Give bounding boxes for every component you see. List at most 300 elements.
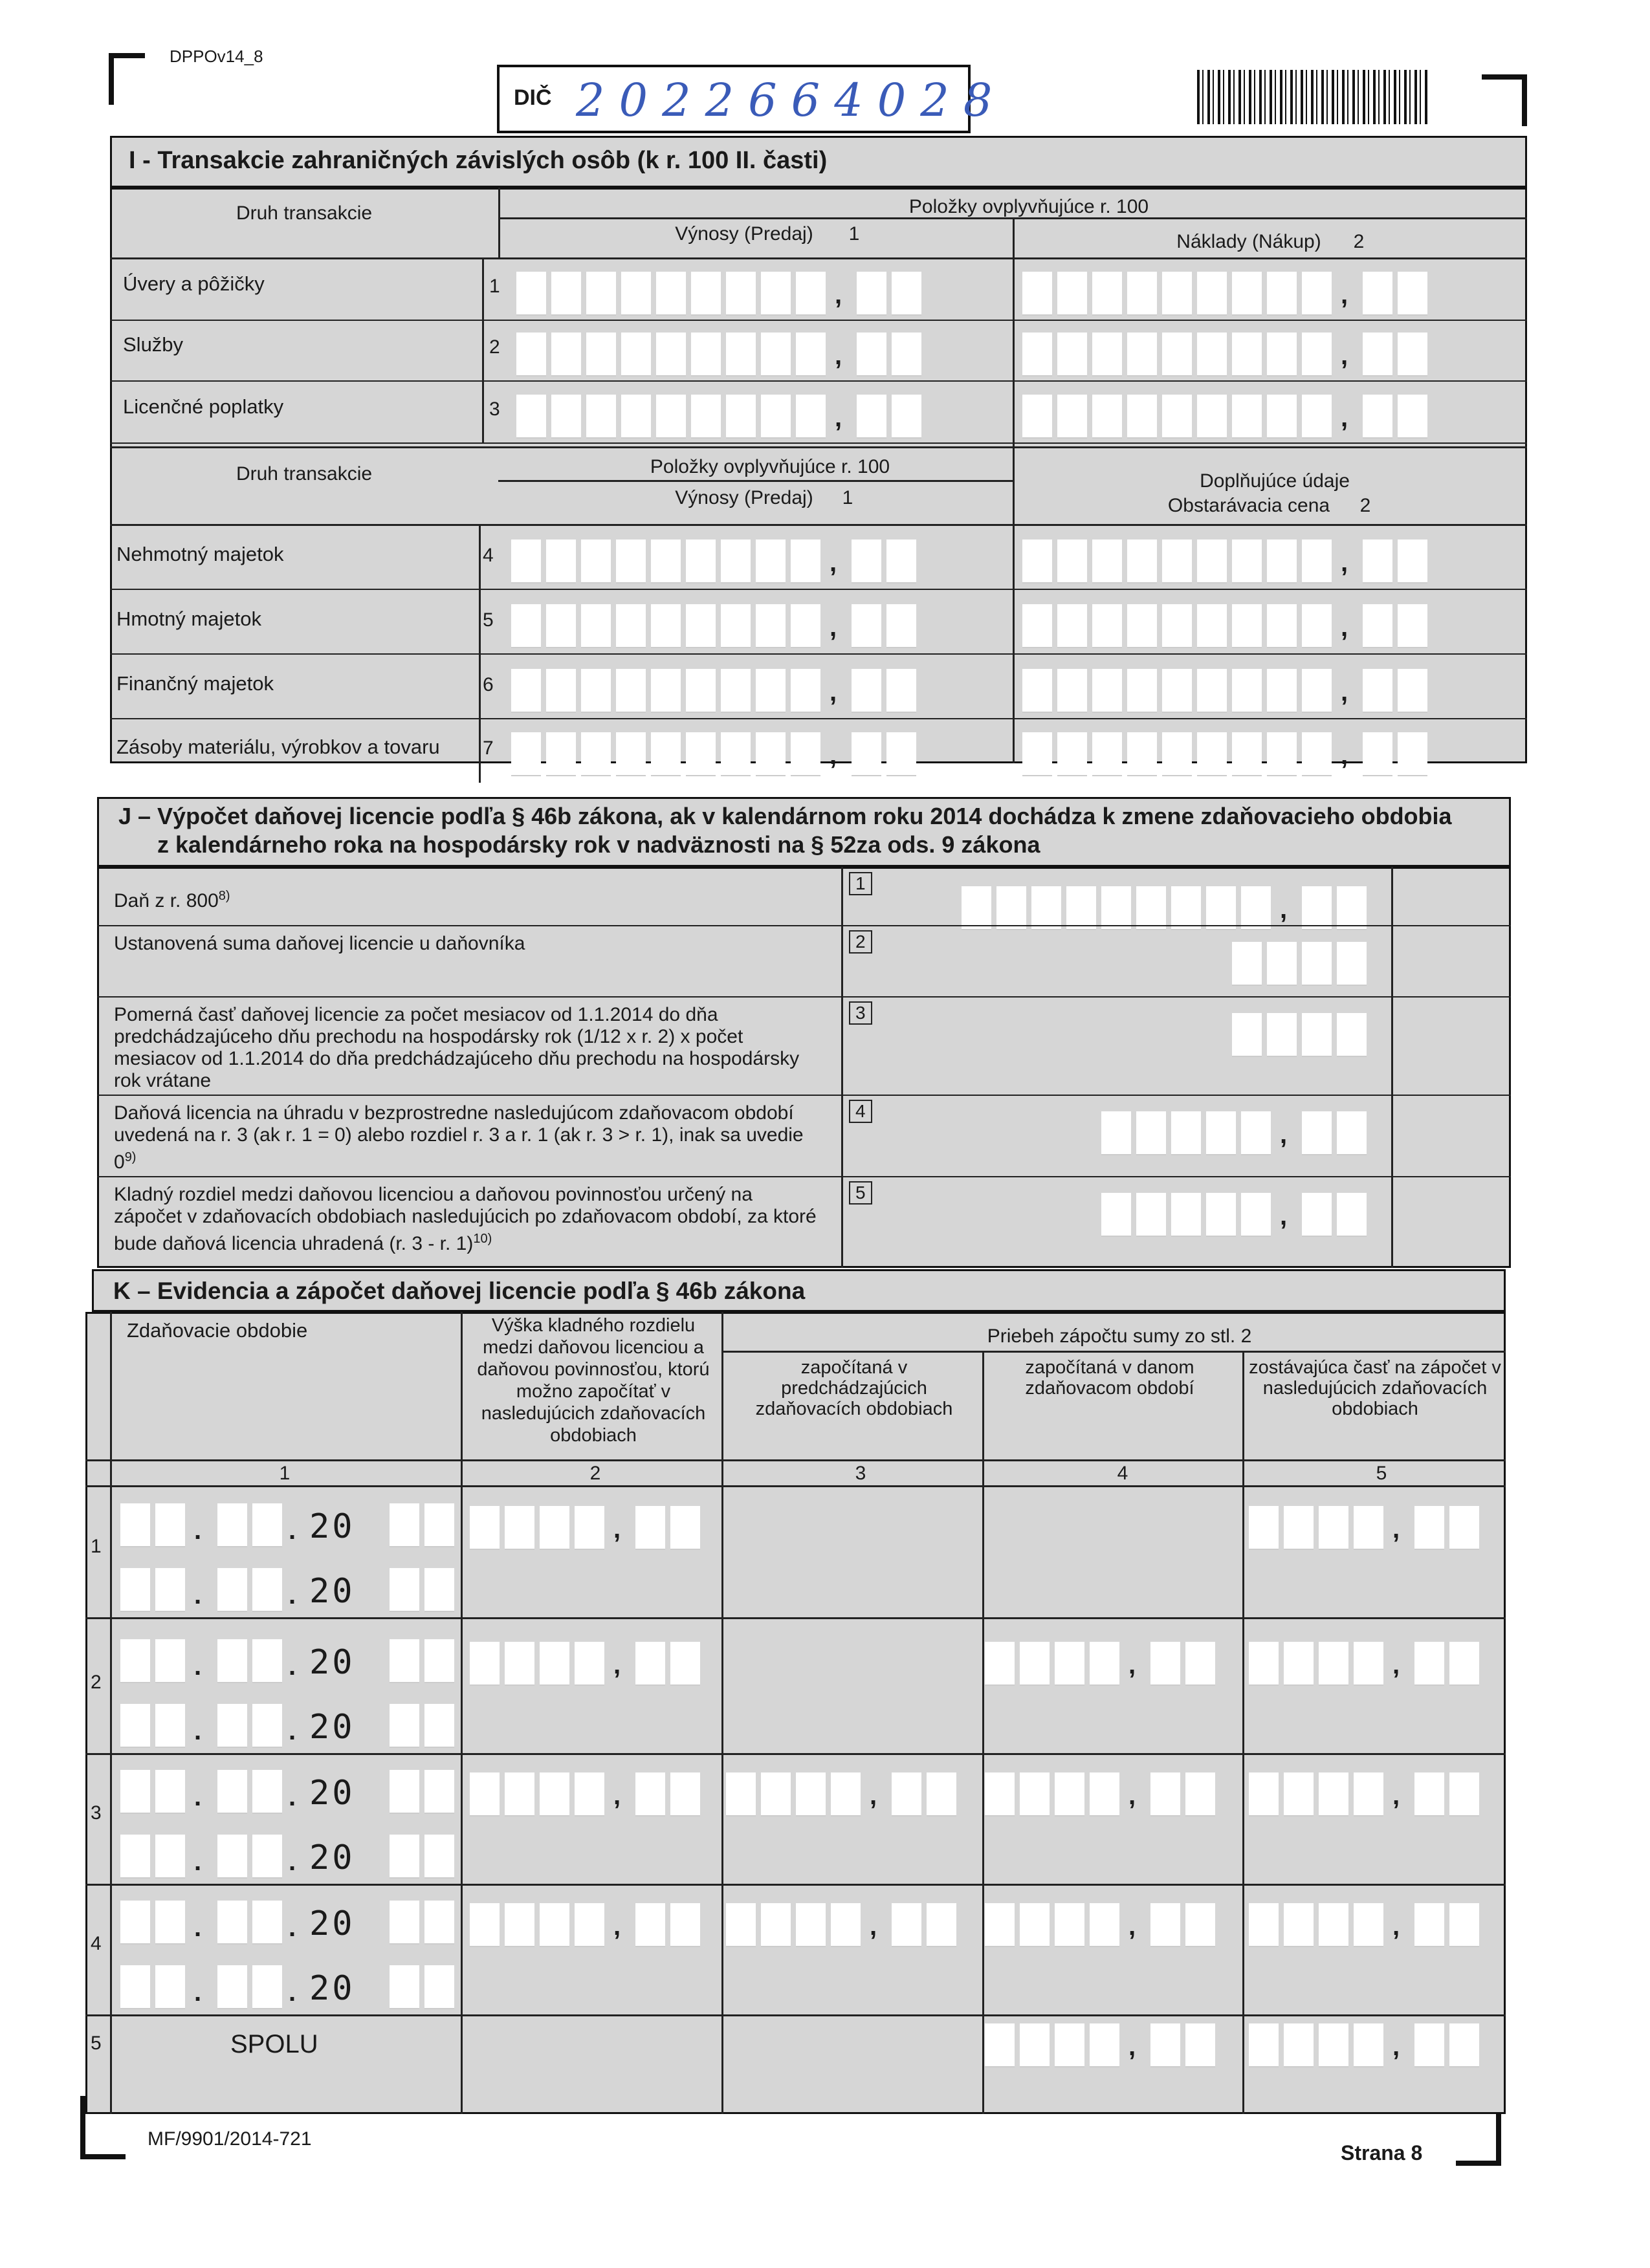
k-col4-input-decimal-digit[interactable] <box>1185 1903 1215 1947</box>
i-costs-input-decimal-digit[interactable] <box>1398 272 1427 316</box>
i-revenue-input-decimals[interactable] <box>852 604 916 648</box>
k-col2-input-digit[interactable] <box>505 1506 534 1550</box>
i-revenue-input-digit[interactable] <box>546 732 576 776</box>
i-revenue-input-digit[interactable] <box>586 395 616 439</box>
i-cost-input-digit[interactable] <box>1127 732 1157 776</box>
i-revenue-input-digit[interactable] <box>791 732 820 776</box>
k-col4-input-digit[interactable] <box>985 1772 1015 1816</box>
k-period-year-digit[interactable] <box>390 1568 419 1612</box>
k-period-month-digit[interactable] <box>252 1639 282 1683</box>
k-col5-input-digit[interactable] <box>1319 1903 1348 1947</box>
i-revenue-input[interactable] <box>511 540 820 583</box>
i-cost-input-digit[interactable] <box>1232 732 1262 776</box>
i-costs-input-digit[interactable] <box>1267 272 1297 316</box>
i-revenue-input[interactable] <box>511 669 820 713</box>
j-amount-input-digit[interactable] <box>1206 886 1236 930</box>
i-revenue-input-digit[interactable] <box>761 333 791 376</box>
k-period-year[interactable] <box>390 1503 454 1547</box>
i-revenue-input-digit[interactable] <box>721 732 751 776</box>
k-period-year-digit[interactable] <box>424 1704 454 1748</box>
i-revenue-input[interactable] <box>511 732 820 776</box>
i-revenue-input-digit[interactable] <box>586 272 616 316</box>
dic-value[interactable]: 2022664028 <box>576 74 1007 127</box>
j-amount-input-digit[interactable] <box>1101 1111 1131 1155</box>
i-revenue-input-digit[interactable] <box>511 669 541 713</box>
k-total-col4-input-digit[interactable] <box>1020 2023 1050 2067</box>
i-cost-input[interactable] <box>1022 669 1332 713</box>
k-col5-input-digit[interactable] <box>1319 1506 1348 1550</box>
i-costs-input-digit[interactable] <box>1302 395 1332 439</box>
i-revenue-input-digit[interactable] <box>651 732 681 776</box>
i-cost-input-digit[interactable] <box>1092 540 1122 583</box>
i-revenue-input-digit[interactable] <box>691 395 721 439</box>
k-col2-input-digit[interactable] <box>575 1772 604 1816</box>
i-costs-input[interactable] <box>1022 272 1332 316</box>
i-costs-input-digit[interactable] <box>1022 395 1052 439</box>
k-period-month-digit[interactable] <box>252 1704 282 1748</box>
i-cost-input-digit[interactable] <box>1092 732 1122 776</box>
k-period-year-digit[interactable] <box>390 1770 419 1814</box>
i-revenue-input-digit[interactable] <box>761 272 791 316</box>
k-col5-input[interactable] <box>1249 1642 1383 1686</box>
i-costs-input-digit[interactable] <box>1267 333 1297 376</box>
i-costs-input-digit[interactable] <box>1057 333 1087 376</box>
k-col5-input[interactable] <box>1249 1903 1383 1947</box>
j-amount-input-digit[interactable] <box>1101 1193 1131 1237</box>
k-period-year-digit[interactable] <box>390 1639 419 1683</box>
i-revenue-input-digit[interactable] <box>656 272 686 316</box>
k-col5-input-digit[interactable] <box>1249 1903 1279 1947</box>
i-revenue-input-decimal-digit[interactable] <box>886 604 916 648</box>
i-revenue-input-digit[interactable] <box>726 395 756 439</box>
j-amount-input-digit[interactable] <box>1171 886 1201 930</box>
k-col5-input-decimal-digit[interactable] <box>1414 1903 1444 1947</box>
i-revenue-input-digit[interactable] <box>551 333 581 376</box>
i-cost-input-decimals[interactable] <box>1363 604 1427 648</box>
k-col2-input-digit[interactable] <box>505 1903 534 1947</box>
j-amount-input[interactable] <box>1232 942 1367 986</box>
k-period-day-digit[interactable] <box>120 1568 150 1612</box>
k-col4-input-digit[interactable] <box>985 1642 1015 1686</box>
i-revenue-input-digit[interactable] <box>616 732 646 776</box>
i-revenue-input-digit[interactable] <box>796 395 826 439</box>
k-col2-input-decimal-digit[interactable] <box>670 1772 700 1816</box>
k-period-month-digit[interactable] <box>252 1568 282 1612</box>
i-revenue-input-digit[interactable] <box>581 732 611 776</box>
i-cost-input-digit[interactable] <box>1197 732 1227 776</box>
i-costs-input-digit[interactable] <box>1302 333 1332 376</box>
j-amount-input-decimal-digit[interactable] <box>1337 1193 1367 1237</box>
k-period-month[interactable] <box>217 1770 282 1814</box>
k-col5-input-digit[interactable] <box>1319 1642 1348 1686</box>
k-col4-input-digit[interactable] <box>1055 1772 1084 1816</box>
i-revenue-input-digit[interactable] <box>651 669 681 713</box>
k-total-col4-input[interactable] <box>985 2023 1119 2067</box>
i-revenue-input-digit[interactable] <box>756 669 786 713</box>
k-col4-input-digit[interactable] <box>1055 1642 1084 1686</box>
i-costs-input-digit[interactable] <box>1162 333 1192 376</box>
k-col5-input-decimals[interactable] <box>1414 1642 1479 1686</box>
i-cost-input-digit[interactable] <box>1267 669 1297 713</box>
i-revenue-input-digit[interactable] <box>551 395 581 439</box>
k-col3-input[interactable] <box>726 1772 861 1816</box>
k-period-month[interactable] <box>217 1704 282 1748</box>
i-revenue-input-digit[interactable] <box>686 604 716 648</box>
j-amount-input[interactable] <box>962 886 1271 930</box>
j-amount-input-digit[interactable] <box>1232 1013 1262 1057</box>
k-col2-input-digit[interactable] <box>540 1903 569 1947</box>
i-revenue-input-digit[interactable] <box>756 540 786 583</box>
i-revenue-input[interactable] <box>516 272 826 316</box>
k-col3-input-digit[interactable] <box>831 1772 861 1816</box>
k-period-day-digit[interactable] <box>120 1503 150 1547</box>
i-cost-input-decimals[interactable] <box>1363 669 1427 713</box>
k-period-year[interactable] <box>390 1704 454 1748</box>
j-amount-input-digit[interactable] <box>1136 1111 1166 1155</box>
k-period-year[interactable] <box>390 1639 454 1683</box>
i-cost-input-digit[interactable] <box>1302 604 1332 648</box>
k-col2-input-decimal-digit[interactable] <box>670 1506 700 1550</box>
k-col2-input-digit[interactable] <box>470 1506 500 1550</box>
k-total-col4-input-digit[interactable] <box>985 2023 1015 2067</box>
j-amount-input-decimals[interactable] <box>1302 886 1367 930</box>
k-col5-input-digit[interactable] <box>1249 1642 1279 1686</box>
k-col2-input-digit[interactable] <box>470 1903 500 1947</box>
k-col4-input[interactable] <box>985 1903 1119 1947</box>
j-amount-input-digit[interactable] <box>1241 1193 1271 1237</box>
i-cost-input-digit[interactable] <box>1162 540 1192 583</box>
k-period-year[interactable] <box>390 1835 454 1879</box>
i-cost-input-digit[interactable] <box>1162 604 1192 648</box>
k-col3-input-decimals[interactable] <box>892 1772 956 1816</box>
k-period-month[interactable] <box>217 1901 282 1945</box>
i-revenue-input-decimals[interactable] <box>852 732 916 776</box>
k-total-col5-input-decimal-digit[interactable] <box>1449 2023 1479 2067</box>
k-period-day-digit[interactable] <box>155 1704 185 1748</box>
k-period-day[interactable] <box>120 1704 185 1748</box>
k-col4-input[interactable] <box>985 1772 1119 1816</box>
i-revenue-input-decimal-digit[interactable] <box>857 272 886 316</box>
k-col5-input-digit[interactable] <box>1284 1772 1314 1816</box>
j-amount-input-decimals[interactable] <box>1302 1111 1367 1155</box>
k-period-year-digit[interactable] <box>424 1835 454 1879</box>
j-amount-input[interactable] <box>1101 1111 1271 1155</box>
i-revenue-input-digit[interactable] <box>621 333 651 376</box>
j-amount-input-digit[interactable] <box>1206 1193 1236 1237</box>
i-cost-input-digit[interactable] <box>1092 669 1122 713</box>
k-col3-input-decimal-digit[interactable] <box>927 1772 956 1816</box>
k-period-month-digit[interactable] <box>252 1503 282 1547</box>
i-revenue-input-digit[interactable] <box>616 669 646 713</box>
k-col2-input-digit[interactable] <box>575 1506 604 1550</box>
i-revenue-input-decimal-digit[interactable] <box>892 333 921 376</box>
k-total-col5-input-digit[interactable] <box>1354 2023 1383 2067</box>
k-total-col4-input-decimal-digit[interactable] <box>1150 2023 1180 2067</box>
k-period-year[interactable] <box>390 1901 454 1945</box>
k-col2-input[interactable] <box>470 1642 604 1686</box>
i-cost-input-decimal-digit[interactable] <box>1363 604 1392 648</box>
k-period-day[interactable] <box>120 1568 185 1612</box>
k-period-month-digit[interactable] <box>217 1704 247 1748</box>
i-costs-input-digit[interactable] <box>1267 395 1297 439</box>
i-cost-input-digit[interactable] <box>1232 604 1262 648</box>
i-revenue-input-decimal-digit[interactable] <box>852 732 881 776</box>
k-period-year-digit[interactable] <box>424 1503 454 1547</box>
k-col2-input-decimals[interactable] <box>635 1506 700 1550</box>
k-col2-input-digit[interactable] <box>540 1642 569 1686</box>
i-revenue-input-digit[interactable] <box>756 604 786 648</box>
k-col2-input-digit[interactable] <box>470 1772 500 1816</box>
i-cost-input-decimal-digit[interactable] <box>1398 669 1427 713</box>
k-col4-input-decimal-digit[interactable] <box>1150 1903 1180 1947</box>
k-col4-input-digit[interactable] <box>1090 1772 1119 1816</box>
i-revenue-input-decimal-digit[interactable] <box>892 395 921 439</box>
k-period-day[interactable] <box>120 1770 185 1814</box>
k-col2-input[interactable] <box>470 1506 604 1550</box>
i-cost-input-digit[interactable] <box>1302 669 1332 713</box>
k-col5-input-decimals[interactable] <box>1414 1506 1479 1550</box>
k-total-col4-input-decimals[interactable] <box>1150 2023 1215 2067</box>
i-cost-input-digit[interactable] <box>1022 669 1052 713</box>
j-amount-input-decimal-digit[interactable] <box>1337 1111 1367 1155</box>
k-total-col5-input-decimal-digit[interactable] <box>1414 2023 1444 2067</box>
k-period-day-digit[interactable] <box>155 1503 185 1547</box>
k-col3-input-decimals[interactable] <box>892 1903 956 1947</box>
k-col2-input-decimal-digit[interactable] <box>635 1903 665 1947</box>
i-cost-input[interactable] <box>1022 604 1332 648</box>
j-amount-input-decimal-digit[interactable] <box>1302 886 1332 930</box>
k-period-day[interactable] <box>120 1835 185 1879</box>
k-col4-input-decimal-digit[interactable] <box>1150 1642 1180 1686</box>
i-cost-input-digit[interactable] <box>1197 540 1227 583</box>
k-period-day-digit[interactable] <box>120 1901 150 1945</box>
k-period-day-digit[interactable] <box>155 1965 185 2009</box>
i-revenue-input[interactable] <box>511 604 820 648</box>
k-col5-input-digit[interactable] <box>1284 1903 1314 1947</box>
k-total-col4-input-digit[interactable] <box>1055 2023 1084 2067</box>
k-col5-input-digit[interactable] <box>1354 1506 1383 1550</box>
i-revenue-input-decimal-digit[interactable] <box>886 732 916 776</box>
k-col5-input-digit[interactable] <box>1284 1642 1314 1686</box>
i-cost-input-digit[interactable] <box>1022 732 1052 776</box>
i-costs-input-digit[interactable] <box>1022 333 1052 376</box>
i-revenue-input-digit[interactable] <box>791 540 820 583</box>
i-revenue-input-digit[interactable] <box>796 333 826 376</box>
i-cost-input-decimal-digit[interactable] <box>1363 669 1392 713</box>
k-col2-input-decimal-digit[interactable] <box>635 1506 665 1550</box>
i-revenue-input-digit[interactable] <box>581 669 611 713</box>
i-revenue-input-decimal-digit[interactable] <box>852 669 881 713</box>
i-cost-input-digit[interactable] <box>1057 732 1087 776</box>
i-costs-input-decimal-digit[interactable] <box>1363 272 1392 316</box>
k-period-day[interactable] <box>120 1965 185 2009</box>
k-col4-input-decimal-digit[interactable] <box>1150 1772 1180 1816</box>
k-period-year[interactable] <box>390 1770 454 1814</box>
i-revenue-input-digit[interactable] <box>546 604 576 648</box>
k-period-day[interactable] <box>120 1503 185 1547</box>
k-period-year-digit[interactable] <box>424 1770 454 1814</box>
i-cost-input-digit[interactable] <box>1022 540 1052 583</box>
i-cost-input-digit[interactable] <box>1057 669 1087 713</box>
i-cost-input-digit[interactable] <box>1022 604 1052 648</box>
k-period-day-digit[interactable] <box>155 1770 185 1814</box>
k-period-month[interactable] <box>217 1835 282 1879</box>
i-costs-input-digit[interactable] <box>1127 395 1157 439</box>
i-revenue-input-digit[interactable] <box>616 604 646 648</box>
i-costs-input-digit[interactable] <box>1092 395 1122 439</box>
k-col5-input-decimal-digit[interactable] <box>1414 1642 1444 1686</box>
i-revenue-input[interactable] <box>516 395 826 439</box>
k-col2-input-digit[interactable] <box>575 1903 604 1947</box>
k-period-day[interactable] <box>120 1639 185 1683</box>
i-revenue-input-decimals[interactable] <box>857 333 921 376</box>
i-revenue-input-digit[interactable] <box>691 272 721 316</box>
i-revenue-input-decimal-digit[interactable] <box>886 669 916 713</box>
k-col4-input-decimals[interactable] <box>1150 1772 1215 1816</box>
k-col4-input-digit[interactable] <box>1090 1642 1119 1686</box>
k-col3-input-digit[interactable] <box>796 1903 826 1947</box>
j-amount-input-digit[interactable] <box>962 886 991 930</box>
i-revenue-input-decimal-digit[interactable] <box>852 540 881 583</box>
i-revenue-input-digit[interactable] <box>516 272 546 316</box>
i-revenue-input-digit[interactable] <box>791 604 820 648</box>
k-col2-input-digit[interactable] <box>540 1506 569 1550</box>
i-revenue-input-digit[interactable] <box>516 333 546 376</box>
k-col4-input-decimal-digit[interactable] <box>1185 1642 1215 1686</box>
i-revenue-input-digit[interactable] <box>586 333 616 376</box>
j-amount-input-digit[interactable] <box>996 886 1026 930</box>
i-revenue-input-digit[interactable] <box>581 604 611 648</box>
k-period-day-digit[interactable] <box>120 1639 150 1683</box>
i-revenue-input-digit[interactable] <box>691 333 721 376</box>
k-col2-input-decimals[interactable] <box>635 1642 700 1686</box>
i-cost-input-decimal-digit[interactable] <box>1398 604 1427 648</box>
i-costs-input-digit[interactable] <box>1197 272 1227 316</box>
i-costs-input-decimals[interactable] <box>1363 272 1427 316</box>
i-cost-input[interactable] <box>1022 732 1332 776</box>
i-revenue-input-digit[interactable] <box>516 395 546 439</box>
k-period-month-digit[interactable] <box>217 1639 247 1683</box>
k-col2-input-digit[interactable] <box>575 1642 604 1686</box>
i-costs-input-digit[interactable] <box>1092 272 1122 316</box>
j-amount-input-decimal-digit[interactable] <box>1302 1111 1332 1155</box>
k-col5-input-decimal-digit[interactable] <box>1449 1903 1479 1947</box>
i-revenue-input-digit[interactable] <box>511 604 541 648</box>
i-cost-input-decimal-digit[interactable] <box>1363 732 1392 776</box>
k-col3-input-digit[interactable] <box>726 1903 756 1947</box>
j-amount-input-digit[interactable] <box>1031 886 1061 930</box>
k-period-day-digit[interactable] <box>155 1568 185 1612</box>
i-revenue-input-decimal-digit[interactable] <box>852 604 881 648</box>
k-total-col5-input-digit[interactable] <box>1249 2023 1279 2067</box>
k-period-month-digit[interactable] <box>252 1901 282 1945</box>
i-costs-input[interactable] <box>1022 395 1332 439</box>
i-costs-input-digit[interactable] <box>1197 395 1227 439</box>
i-revenue-input-decimal-digit[interactable] <box>857 395 886 439</box>
k-col5-input-digit[interactable] <box>1354 1642 1383 1686</box>
k-period-year-digit[interactable] <box>424 1639 454 1683</box>
i-revenue-input-decimal-digit[interactable] <box>886 540 916 583</box>
k-period-month[interactable] <box>217 1639 282 1683</box>
j-amount-input-digit[interactable] <box>1101 886 1131 930</box>
k-col4-input-digit[interactable] <box>1020 1642 1050 1686</box>
i-cost-input-digit[interactable] <box>1127 604 1157 648</box>
k-col5-input-digit[interactable] <box>1284 1506 1314 1550</box>
k-total-col5-input-digit[interactable] <box>1284 2023 1314 2067</box>
k-col2-input-decimal-digit[interactable] <box>670 1903 700 1947</box>
i-costs-input-decimals[interactable] <box>1363 333 1427 376</box>
k-col5-input-decimals[interactable] <box>1414 1903 1479 1947</box>
k-col2-input-digit[interactable] <box>505 1642 534 1686</box>
i-cost-input-digit[interactable] <box>1127 540 1157 583</box>
k-col5-input-decimal-digit[interactable] <box>1449 1642 1479 1686</box>
i-cost-input-digit[interactable] <box>1197 604 1227 648</box>
j-amount-input-digit[interactable] <box>1136 1193 1166 1237</box>
i-revenue-input-digit[interactable] <box>656 333 686 376</box>
i-cost-input[interactable] <box>1022 540 1332 583</box>
i-cost-input-digit[interactable] <box>1267 604 1297 648</box>
i-revenue-input-digit[interactable] <box>686 732 716 776</box>
k-col5-input-digit[interactable] <box>1249 1772 1279 1816</box>
i-revenue-input-digit[interactable] <box>651 604 681 648</box>
i-revenue-input-digit[interactable] <box>791 669 820 713</box>
i-revenue-input-digit[interactable] <box>721 669 751 713</box>
k-period-year-digit[interactable] <box>390 1835 419 1879</box>
k-period-year-digit[interactable] <box>390 1901 419 1945</box>
j-amount-input-digit[interactable] <box>1171 1111 1201 1155</box>
k-period-day-digit[interactable] <box>155 1835 185 1879</box>
j-amount-input-digit[interactable] <box>1066 886 1096 930</box>
i-revenue-input-digit[interactable] <box>756 732 786 776</box>
i-revenue-input-digit[interactable] <box>686 669 716 713</box>
i-revenue-input-digit[interactable] <box>546 669 576 713</box>
i-cost-input-digit[interactable] <box>1267 540 1297 583</box>
j-amount-input-digit[interactable] <box>1337 1013 1367 1057</box>
i-revenue-input-decimals[interactable] <box>852 540 916 583</box>
k-col5-input[interactable] <box>1249 1506 1383 1550</box>
i-revenue-input-digit[interactable] <box>581 540 611 583</box>
i-costs-input-digit[interactable] <box>1057 395 1087 439</box>
i-revenue-input-decimal-digit[interactable] <box>857 333 886 376</box>
k-col4-input-decimals[interactable] <box>1150 1642 1215 1686</box>
k-col5-input-digit[interactable] <box>1249 1506 1279 1550</box>
k-col3-input-decimal-digit[interactable] <box>892 1903 921 1947</box>
k-col4-input-digit[interactable] <box>1055 1903 1084 1947</box>
k-period-year-digit[interactable] <box>390 1503 419 1547</box>
i-costs-input-digit[interactable] <box>1232 272 1262 316</box>
i-revenue-input-digit[interactable] <box>511 540 541 583</box>
k-col3-input-decimal-digit[interactable] <box>927 1903 956 1947</box>
i-revenue-input-decimals[interactable] <box>852 669 916 713</box>
k-col3-input-digit[interactable] <box>831 1903 861 1947</box>
k-period-day-digit[interactable] <box>155 1901 185 1945</box>
k-period-month-digit[interactable] <box>252 1770 282 1814</box>
k-col3-input-digit[interactable] <box>726 1772 756 1816</box>
i-revenue-input-digit[interactable] <box>616 540 646 583</box>
k-col5-input-decimals[interactable] <box>1414 1772 1479 1816</box>
i-costs-input-digit[interactable] <box>1162 395 1192 439</box>
j-amount-input[interactable] <box>1101 1193 1271 1237</box>
k-col2-input[interactable] <box>470 1772 604 1816</box>
k-col5-input-digit[interactable] <box>1354 1772 1383 1816</box>
k-col2-input-decimals[interactable] <box>635 1772 700 1816</box>
i-revenue-input-digit[interactable] <box>511 732 541 776</box>
i-revenue-input[interactable] <box>516 333 826 376</box>
k-col4-input-digit[interactable] <box>985 1903 1015 1947</box>
j-amount-input[interactable] <box>1232 1013 1367 1057</box>
j-amount-input-digit[interactable] <box>1171 1193 1201 1237</box>
k-total-col5-input[interactable] <box>1249 2023 1383 2067</box>
